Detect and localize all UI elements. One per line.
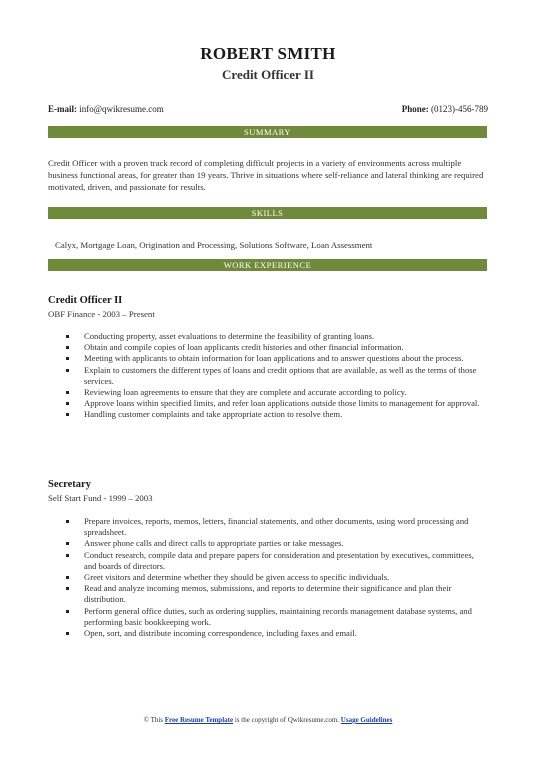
email-block	[48, 104, 164, 114]
footer-prefix: © This	[143, 716, 165, 724]
bullet-text: Answer phone calls and direct calls to appropriate parties or take messages.	[84, 538, 344, 549]
bullet-item	[66, 342, 486, 353]
bullet-icon	[66, 402, 69, 405]
bullet-text: Open, sort, and distribute incoming correspondence, including faxes and email.	[84, 628, 357, 639]
bullet-item	[66, 628, 486, 639]
bullet-icon	[66, 357, 69, 360]
job-meta-2: Self Start Fund - 1999 – 2003	[48, 493, 153, 503]
bullet-item	[66, 572, 486, 583]
bullet-icon	[66, 632, 69, 635]
bullet-icon	[66, 610, 69, 613]
skills-heading: SKILLS	[48, 207, 487, 219]
bullet-item	[66, 398, 486, 409]
bullet-icon	[66, 542, 69, 545]
candidate-name: ROBERT SMITH	[200, 44, 336, 63]
work-experience-heading: WORK EXPERIENCE	[48, 259, 487, 271]
footer	[0, 716, 536, 724]
candidate-title: Credit Officer II	[222, 67, 314, 82]
bullet-text: Perform general office duties, such as ordering supplies, maintaining records management database systems, and performing basic bookkeeping work.	[84, 605, 472, 627]
footer-middle: is the copyright of Qwikresume.com.	[233, 716, 341, 724]
phone-label: Phone:	[401, 104, 429, 114]
bullet-icon	[66, 587, 69, 590]
bullet-text: Reviewing loan agreements to ensure that they are complete and accurate according to policy.	[84, 387, 407, 398]
bullet-item	[66, 606, 486, 628]
bullet-text: Approve loans within specified limits, and refer loan applications outside those limits to management for approval.	[84, 398, 480, 409]
bullet-icon	[66, 413, 69, 416]
contact-line	[48, 104, 488, 114]
bullet-icon	[66, 520, 69, 523]
bullet-item	[66, 331, 486, 342]
bullet-item	[66, 516, 486, 538]
bullet-item	[66, 550, 486, 572]
bullet-item	[66, 387, 486, 398]
bullet-item	[66, 353, 486, 364]
job-meta-1: OBF Finance - 2003 – Present	[48, 309, 155, 319]
bullet-item	[66, 409, 486, 420]
email-label: E-mail:	[48, 104, 77, 114]
job-title-1: Credit Officer II	[48, 295, 123, 306]
bullet-icon	[66, 391, 69, 394]
bullet-icon	[66, 335, 69, 338]
bullet-text: Read and analyze incoming memos, submissions, and reports to determine their significance and plan their distribution.	[84, 583, 452, 605]
bullet-text: Handling customer complaints and take appropriate action to resolve them.	[84, 409, 343, 420]
bullet-icon	[66, 346, 69, 349]
bullet-item	[66, 365, 486, 387]
free-resume-template-link[interactable]: Free Resume Template	[164, 716, 234, 724]
bullet-icon	[66, 369, 69, 372]
skills-text: Calyx, Mortgage Loan, Origination and Processing, Solutions Software, Loan Assessment	[55, 240, 373, 250]
usage-guidelines-link[interactable]: Usage Guidelines	[340, 716, 393, 724]
bullet-text: Explain to customers the different types of loans and credit options that are available, as well as the terms of those services.	[84, 364, 477, 386]
summary-heading: SUMMARY	[48, 126, 487, 138]
job-bullets-1	[66, 331, 486, 421]
email-value[interactable]: info@qwikresume.com	[79, 104, 164, 114]
bullet-text: Obtain and compile copies of loan applicants credit histories and other financial information.	[84, 342, 404, 353]
bullet-text: Greet visitors and determine whether they should be given access to specific individuals.	[84, 572, 390, 583]
bullet-text: Conducting property, asset evaluations to determine the feasibility of granting loans.	[84, 331, 375, 341]
bullet-icon	[66, 554, 69, 557]
bullet-text: Prepare invoices, reports, memos, letters, financial statements, and other documents, using word processing and spreadsheet.	[84, 516, 469, 538]
phone-value: (0123)-456-789	[431, 104, 488, 114]
job-title-2: Secretary	[48, 479, 91, 490]
bullet-item	[66, 538, 486, 549]
job-bullets-2	[66, 516, 486, 639]
phone-block	[402, 104, 488, 114]
summary-text: Credit Officer with a proven track record of completing difficult projects in a variety of environments across multiple business functional areas, for greater than 19 years. Thrive in situations where self-reliance and lateral thinking are required motivated, driven, and passionate for results.	[48, 158, 484, 192]
bullet-icon	[66, 576, 69, 579]
bullet-text: Meeting with applicants to obtain information for loan applications and to answer questions about the process.	[84, 353, 464, 364]
bullet-text: Conduct research, compile data and prepare papers for consideration and presentation by executives, committees, and boards of directors.	[84, 549, 474, 571]
bullet-item	[66, 583, 486, 605]
